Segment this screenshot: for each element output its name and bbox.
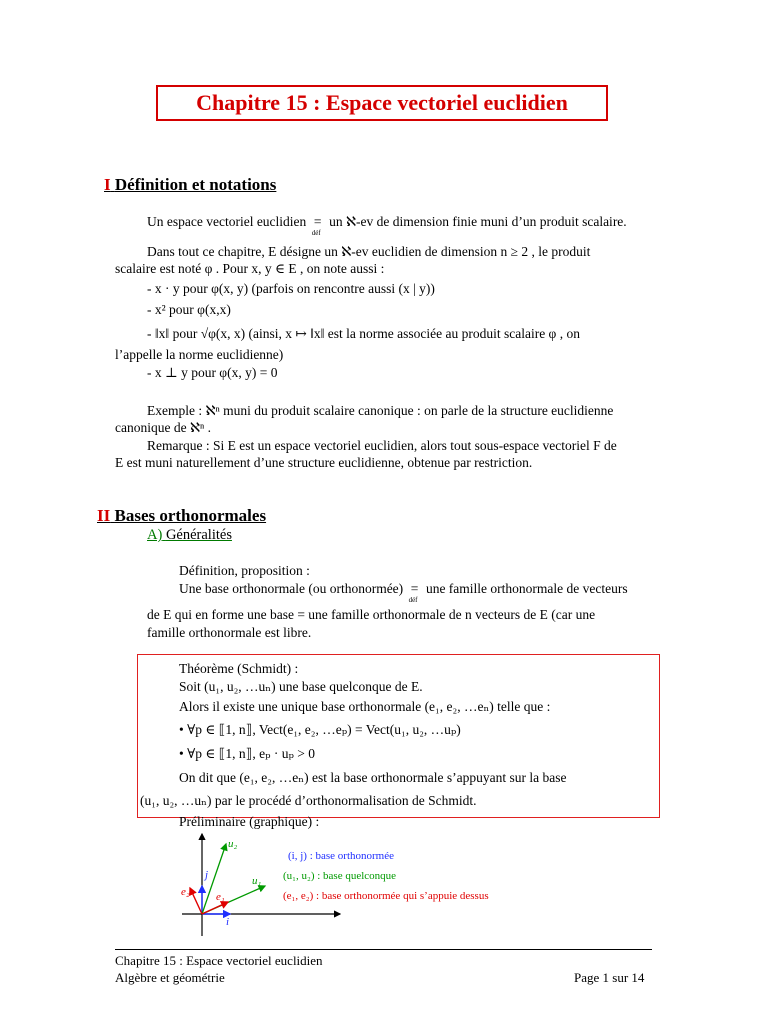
preliminary-label: Préliminaire (graphique) : (179, 814, 320, 829)
label-j: j (205, 869, 209, 881)
s1-p1-line1: Dans tout ce chapitre, E désigne un ℵ-ev euclidien de dimension n ≥ 2 , le produit (147, 244, 591, 259)
defprop-equals: = (410, 581, 419, 596)
def-sub: déf (311, 229, 321, 237)
defprop-text-b: une famille orthonormale de vecteurs (425, 581, 628, 596)
theorem-line2: Alors il existe une unique base orthonormale (e₁, e₂, …eₙ) telle que : (179, 699, 551, 714)
legend-orthonormal: (i, j) : base orthonormée (288, 850, 394, 862)
subsection-a-title: Généralités (165, 527, 232, 543)
notation-norm-line2: l’appelle la norme euclidienne) (115, 347, 284, 362)
section-2-title: Bases orthonormales (114, 506, 267, 525)
vector-e2 (190, 888, 202, 914)
theorem-condition-2: • ∀p ∈ ⟦1, n⟧, eₚ · uₚ > 0 (179, 746, 316, 761)
legend-schmidt-basis: (e₁, e₂) : base orthonormée qui s’appuie dessus (283, 890, 489, 902)
s1-p1-line2: scalaire est noté φ . Pour x, y ∈ E , on note aussi : (115, 261, 385, 276)
remark-line2: E est muni naturellement d’une structure euclidienne, obtenue par restriction. (115, 455, 533, 470)
defprop-text-a: Une base orthonormale (ou orthonormée) (179, 581, 404, 596)
chapter-title: Chapitre 15 : Espace vectoriel euclidien (196, 90, 568, 115)
section-2-heading (97, 506, 266, 526)
chapter-title-box (156, 85, 608, 121)
notation-square: - x² pour φ(x,x) (147, 302, 231, 317)
remark-line1: Remarque : Si E est un espace vectoriel euclidien, alors tout sous-espace vectoriel F de (147, 438, 617, 453)
theorem-line5: On dit que (e₁, e₂, …eₙ) est la base orthonormale s’appuyant sur la base (179, 770, 567, 785)
defprop-sub: déf (408, 596, 418, 604)
defprop-symbol (407, 580, 423, 604)
schmidt-figure (170, 828, 530, 938)
label-u1: u₁ (252, 875, 262, 887)
legend-any-basis: (u₁, u₂) : base quelconque (283, 870, 397, 882)
label-e1: e₁ (216, 891, 225, 903)
section-1-heading (104, 175, 276, 195)
section-1-number: I (104, 175, 111, 194)
footer-subject: Algèbre et géométrie (115, 970, 225, 985)
label-i: i (226, 916, 230, 928)
footer-page-number: Page 1 sur 14 (574, 970, 645, 985)
section-1-title: Définition et notations (114, 175, 277, 194)
theorem-title: Théorème (Schmidt) : (179, 661, 299, 676)
def-equals: = (313, 214, 322, 229)
label-u2: u₂ (228, 838, 238, 850)
definition-text-a: Un espace vectoriel euclidien (147, 214, 307, 229)
subsection-a-heading (147, 527, 232, 544)
notation-norm-line1: - ‖x‖ pour √φ(x, x) (ainsi, x ↦ ‖x‖ est la norme associée au produit scalaire φ , on (147, 326, 580, 341)
def-symbol (310, 213, 326, 237)
example-line1: Exemple : ℵⁿ muni du produit scalaire canonique : on parle de la structure euclidienne (147, 403, 614, 418)
defprop-line3: famille orthonormale est libre. (147, 625, 312, 640)
theorem-line1: Soit (u₁, u₂, …uₙ) une base quelconque de E. (179, 679, 423, 694)
defprop-title: Définition, proposition : (179, 563, 310, 578)
defprop-line1 (179, 580, 628, 604)
footer-chapter: Chapitre 15 : Espace vectoriel euclidien (115, 953, 323, 968)
subsection-a-number: A) (147, 527, 163, 543)
footer-rule (115, 949, 652, 950)
theorem-condition-1: • ∀p ∈ ⟦1, n⟧, Vect(e₁, e₂, …eₚ) = Vect(u₁, u₂, …uₚ) (179, 722, 461, 737)
theorem-line6: (u₁, u₂, …uₙ) par le procédé d’orthonormalisation de Schmidt. (140, 793, 477, 808)
label-e2: e₂ (181, 886, 190, 898)
example-line2: canonique de ℵⁿ . (115, 420, 212, 435)
notation-orthogonal: - x ⊥ y pour φ(x, y) = 0 (147, 365, 278, 380)
definition-text-b: un ℵ-ev de dimension finie muni d’un produit scalaire. (329, 214, 627, 229)
definition-line (147, 213, 627, 237)
section-2-number: II (97, 506, 111, 525)
notation-dot-product: - x · y pour φ(x, y) (parfois on rencontre aussi (x | y)) (147, 281, 435, 296)
defprop-line2: de E qui en forme une base = une famille orthonormale de n vecteurs de E (car une (147, 607, 596, 622)
